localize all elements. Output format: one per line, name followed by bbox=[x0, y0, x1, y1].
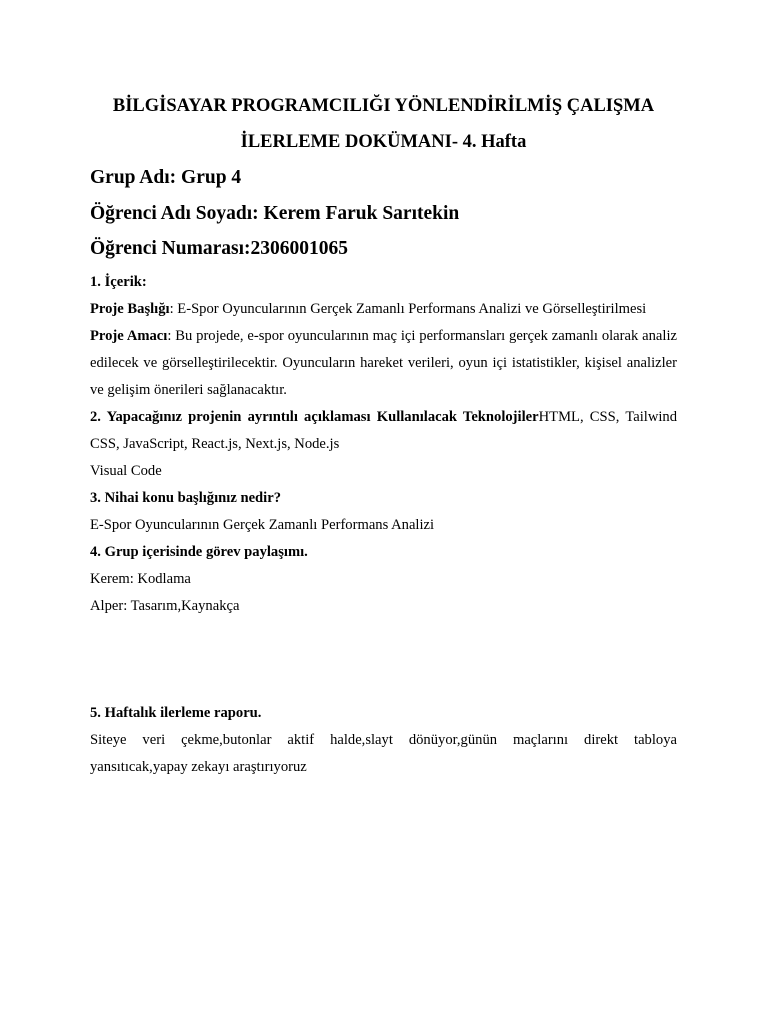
section-5-heading: 5. Haftalık ilerleme raporu. bbox=[90, 704, 262, 721]
section-3-answer: E-Spor Oyuncularının Gerçek Zamanlı Performans Analizi bbox=[90, 516, 435, 533]
student-number: Öğrenci Numarası:2306001065 bbox=[90, 238, 348, 259]
project-title-value: : E-Spor Oyuncularının Gerçek Zamanlı Performans Analizi ve Görselleştirilmesi bbox=[169, 300, 647, 317]
section-4-heading: 4. Grup içerisinde görev paylaşımı. bbox=[90, 543, 308, 560]
document-page bbox=[90, 88, 677, 781]
student-name: Öğrenci Adı Soyadı: Kerem Faruk Sarıtekin bbox=[90, 202, 460, 224]
editor-name: Visual Code bbox=[90, 462, 162, 479]
weekly-report: Siteye veri çekme,butonlar aktif halde,slayt dönüyor,günün maçlarını direkt tabloya yansıtıcak,yapay zekayı araştırıyoruz bbox=[90, 731, 677, 775]
task-member-1: Kerem: Kodlama bbox=[90, 570, 191, 587]
blank-space bbox=[90, 620, 677, 700]
document-title-line-2: İLERLEME DOKÜMANI- 4. Hafta bbox=[240, 132, 527, 152]
section-2-heading: 2. Yapacağınız projenin ayrıntılı açıklaması Kullanılacak Teknolojiler bbox=[90, 408, 539, 425]
project-goal-value: : Bu projede, e-spor oyuncularının maç içi performansları gerçek zamanlı olarak analiz edilecek ve görselleştirilecektir. Oyuncuların hareket verileri, oyun içi istatistikler, kişisel analizler ve gelişim önerileri sağlanacaktır. bbox=[90, 327, 677, 398]
section-3-heading: 3. Nihai konu başlığınız nedir? bbox=[90, 489, 281, 506]
section-2 bbox=[90, 404, 677, 458]
section-1-heading: 1. İçerik: bbox=[90, 273, 147, 290]
group-name: Grup Adı: Grup 4 bbox=[90, 167, 242, 188]
project-title bbox=[90, 296, 677, 323]
project-goal-label: Proje Amacı bbox=[90, 327, 168, 344]
project-goal bbox=[90, 323, 677, 404]
document-title-line-1: BİLGİSAYAR PROGRAMCILIĞI YÖNLENDİRİLMİŞ ÇALIŞMA bbox=[112, 96, 655, 116]
project-title-label: Proje Başlığı bbox=[90, 300, 170, 317]
technologies-list: HTML, CSS, Tailwind CSS, JavaScript, React.js, Next.js, Node.js bbox=[90, 408, 678, 452]
task-member-2: Alper: Tasarım,Kaynakça bbox=[90, 597, 240, 614]
